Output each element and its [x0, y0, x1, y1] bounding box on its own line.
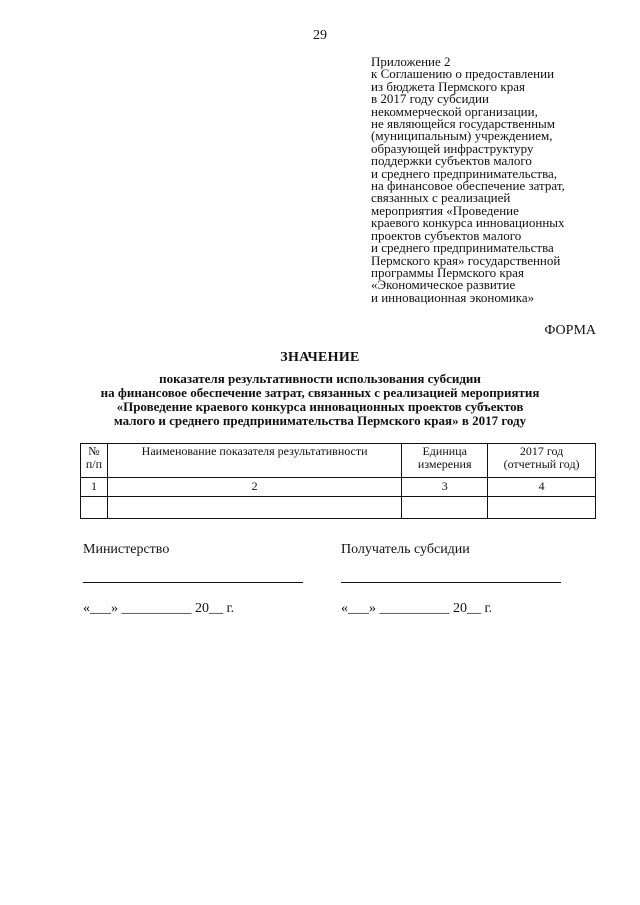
header-indicator-name: Наименование показателя результативности — [107, 444, 401, 478]
header-number — [81, 444, 108, 478]
table-cell — [107, 497, 401, 519]
form-label: ФОРМА — [544, 323, 596, 338]
subtitle-line: «Проведение краевого конкурса инновационных проектов субъектов — [116, 399, 524, 414]
table-cell: 2 — [107, 478, 401, 497]
document-subtitle — [0, 372, 640, 428]
signature-block-ministry — [83, 542, 235, 616]
indicator-table — [80, 443, 596, 519]
table-row-index — [81, 478, 596, 497]
appendix-line: к Соглашению о предоставлении — [371, 66, 555, 82]
appendix-line: проектов субъектов малого — [371, 227, 522, 243]
appendix-note — [371, 56, 631, 304]
table-cell: 4 — [488, 478, 596, 497]
signature-line — [341, 582, 561, 583]
header-year-line: 2017 год — [519, 444, 564, 458]
subtitle-line: на финансовое обеспечение затрат, связанных с реализацией мероприятия — [100, 385, 540, 400]
document-title: ЗНАЧЕНИЕ — [280, 350, 360, 365]
table-cell: 1 — [81, 478, 108, 497]
signature-date: «___» __________ 20__ г. — [83, 601, 235, 616]
appendix-line: из бюджета Пермского края — [371, 78, 526, 94]
table-cell — [402, 497, 488, 519]
appendix-line: мероприятия «Проведение — [371, 202, 519, 218]
appendix-line: и инновационная экономика» — [371, 289, 535, 305]
appendix-line: некоммерческой организации, — [371, 103, 538, 119]
signature-line — [83, 582, 303, 583]
signature-label: Министерство — [83, 542, 170, 557]
header-unit-line: Единица — [422, 444, 467, 458]
appendix-line: Пермского края» государственной — [371, 252, 561, 268]
appendix-line: (муниципальным) учреждением, — [371, 128, 553, 144]
signature-block-recipient — [341, 542, 493, 616]
appendix-line: «Экономическое развитие — [371, 277, 516, 293]
table-cell: 3 — [402, 478, 488, 497]
appendix-line: поддержки субъектов малого — [371, 153, 532, 169]
table-row — [81, 497, 596, 519]
appendix-line: программы Пермского края — [371, 264, 524, 280]
signature-label: Получатель субсидии — [341, 542, 470, 557]
header-number-line: № — [88, 444, 100, 458]
appendix-line: краевого конкурса инновационных — [371, 215, 565, 231]
appendix-line: связанных с реализацией — [371, 190, 511, 206]
header-year-line: (отчетный год) — [503, 457, 580, 471]
table-cell — [81, 497, 108, 519]
appendix-line: на финансовое обеспечение затрат, — [371, 178, 565, 194]
appendix-line: и среднего предпринимательства — [371, 240, 554, 256]
table-cell — [488, 497, 596, 519]
signature-date: «___» __________ 20__ г. — [341, 601, 493, 616]
header-unit — [402, 444, 488, 478]
header-year — [488, 444, 596, 478]
header-number-line: п/п — [85, 457, 103, 471]
appendix-line: образующей инфраструктуру — [371, 140, 534, 156]
subtitle-line: показателя результативности использования субсидии — [159, 371, 481, 386]
appendix-line: и среднего предпринимательства, — [371, 165, 558, 181]
appendix-line: в 2017 году субсидии — [371, 91, 489, 107]
header-unit-line: измерения — [417, 457, 472, 471]
appendix-line: Приложение 2 — [371, 54, 451, 69]
page-number: 29 — [313, 28, 327, 43]
table-header-row — [81, 444, 596, 478]
appendix-line: не являющейся государственным — [371, 116, 555, 132]
subtitle-line: малого и среднего предпринимательства Пермского края» в 2017 году — [113, 413, 527, 428]
